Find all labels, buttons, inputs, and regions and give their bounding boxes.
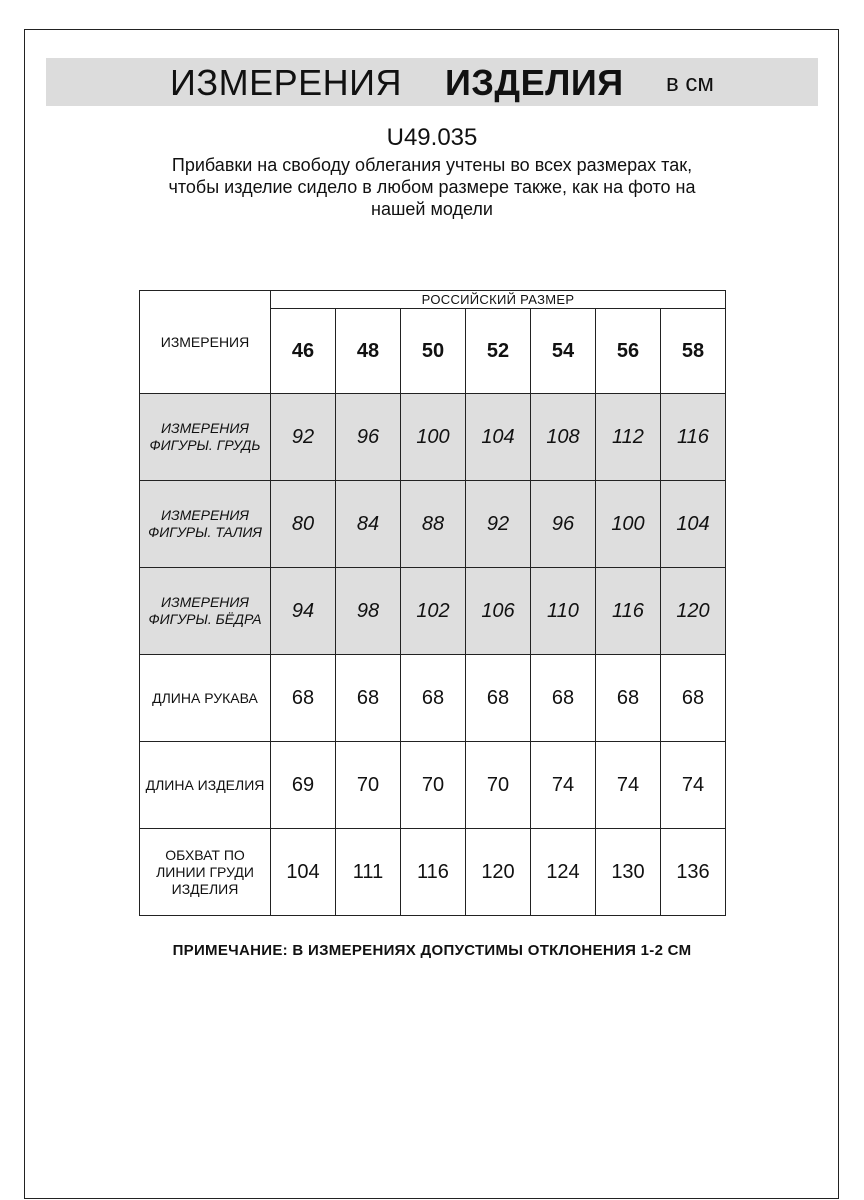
value-cell: 110 xyxy=(531,568,596,655)
row-label xyxy=(140,568,271,655)
title-word-garment: ИЗДЕЛИЯ xyxy=(445,62,624,103)
value-cell: 104 xyxy=(466,394,531,481)
value-cell: 116 xyxy=(596,568,661,655)
value-cell: 80 xyxy=(271,481,336,568)
value-cell: 108 xyxy=(531,394,596,481)
value-cell: 98 xyxy=(336,568,401,655)
row-label-line: ИЗМЕРЕНИЯ xyxy=(161,594,249,610)
row-label-line: ФИГУРЫ. ТАЛИЯ xyxy=(148,524,262,540)
row-label-line: ОБХВАТ ПО xyxy=(165,846,245,863)
row-label xyxy=(140,829,271,916)
intro-note xyxy=(120,154,744,220)
value-cell: 102 xyxy=(401,568,466,655)
value-cell: 94 xyxy=(271,568,336,655)
value-cell: 116 xyxy=(401,829,466,916)
size-header-cell: 46 xyxy=(271,309,336,394)
value-cell: 69 xyxy=(271,742,336,829)
row-label-line: ИЗДЕЛИЯ xyxy=(171,880,239,897)
value-cell: 74 xyxy=(661,742,726,829)
value-cell: 68 xyxy=(661,655,726,742)
row-label-line: ДЛИНА РУКАВА xyxy=(152,689,258,706)
corner-label: ИЗМЕРЕНИЯ xyxy=(140,291,271,394)
row-label-line: ФИГУРЫ. ГРУДЬ xyxy=(149,437,261,453)
value-cell: 74 xyxy=(596,742,661,829)
value-cell: 100 xyxy=(596,481,661,568)
row-label-line: ФИГУРЫ. БЁДРА xyxy=(148,611,262,627)
size-header-cell: 52 xyxy=(466,309,531,394)
title-word-measurements: ИЗМЕРЕНИЯ xyxy=(170,62,403,103)
size-header-cell: 56 xyxy=(596,309,661,394)
value-cell: 104 xyxy=(271,829,336,916)
row-label-line: ИЗМЕРЕНИЯ xyxy=(161,507,249,523)
intro-line: нашей модели xyxy=(371,199,493,219)
row-label xyxy=(140,742,271,829)
value-cell: 74 xyxy=(531,742,596,829)
value-cell: 96 xyxy=(336,394,401,481)
size-table xyxy=(139,290,726,916)
value-cell: 92 xyxy=(271,394,336,481)
value-cell: 100 xyxy=(401,394,466,481)
size-header-cell: 48 xyxy=(336,309,401,394)
value-cell: 92 xyxy=(466,481,531,568)
value-cell: 84 xyxy=(336,481,401,568)
value-cell: 68 xyxy=(596,655,661,742)
row-label-line: ДЛИНА ИЗДЕЛИЯ xyxy=(145,776,265,793)
table-row xyxy=(140,481,726,568)
value-cell: 136 xyxy=(661,829,726,916)
value-cell: 124 xyxy=(531,829,596,916)
table-row xyxy=(140,394,726,481)
table-row xyxy=(140,655,726,742)
value-cell: 111 xyxy=(336,829,401,916)
intro-line: чтобы изделие сидело в любом размере также, как на фото на xyxy=(168,177,696,197)
value-cell: 68 xyxy=(466,655,531,742)
size-header-cell: 54 xyxy=(531,309,596,394)
value-cell: 120 xyxy=(661,568,726,655)
row-label xyxy=(140,394,271,481)
value-cell: 68 xyxy=(531,655,596,742)
row-label xyxy=(140,655,271,742)
value-cell: 130 xyxy=(596,829,661,916)
value-cell: 106 xyxy=(466,568,531,655)
value-cell: 68 xyxy=(336,655,401,742)
value-cell: 68 xyxy=(401,655,466,742)
value-cell: 70 xyxy=(401,742,466,829)
footnote: ПРИМЕЧАНИЕ: В ИЗМЕРЕНИЯХ ДОПУСТИМЫ ОТКЛОНЕНИЯ 1-2 СМ xyxy=(172,942,692,959)
row-label xyxy=(140,481,271,568)
size-header-cell: 58 xyxy=(661,309,726,394)
group-header: РОССИЙСКИЙ РАЗМЕР xyxy=(271,291,726,309)
size-header-cell: 50 xyxy=(401,309,466,394)
row-label-line: ЛИНИИ ГРУДИ xyxy=(156,863,254,880)
value-cell: 116 xyxy=(661,394,726,481)
value-cell: 96 xyxy=(531,481,596,568)
product-code: U49.035 xyxy=(386,124,478,151)
intro-line: Прибавки на свободу облегания учтены во всех размерах так, xyxy=(171,155,693,175)
value-cell: 68 xyxy=(271,655,336,742)
title-units: в см xyxy=(666,70,714,97)
value-cell: 70 xyxy=(336,742,401,829)
table-row xyxy=(140,829,726,916)
table-row xyxy=(140,568,726,655)
value-cell: 88 xyxy=(401,481,466,568)
table-row xyxy=(140,742,726,829)
value-cell: 104 xyxy=(661,481,726,568)
value-cell: 120 xyxy=(466,829,531,916)
row-label-line: ИЗМЕРЕНИЯ xyxy=(161,420,249,436)
value-cell: 70 xyxy=(466,742,531,829)
value-cell: 112 xyxy=(596,394,661,481)
